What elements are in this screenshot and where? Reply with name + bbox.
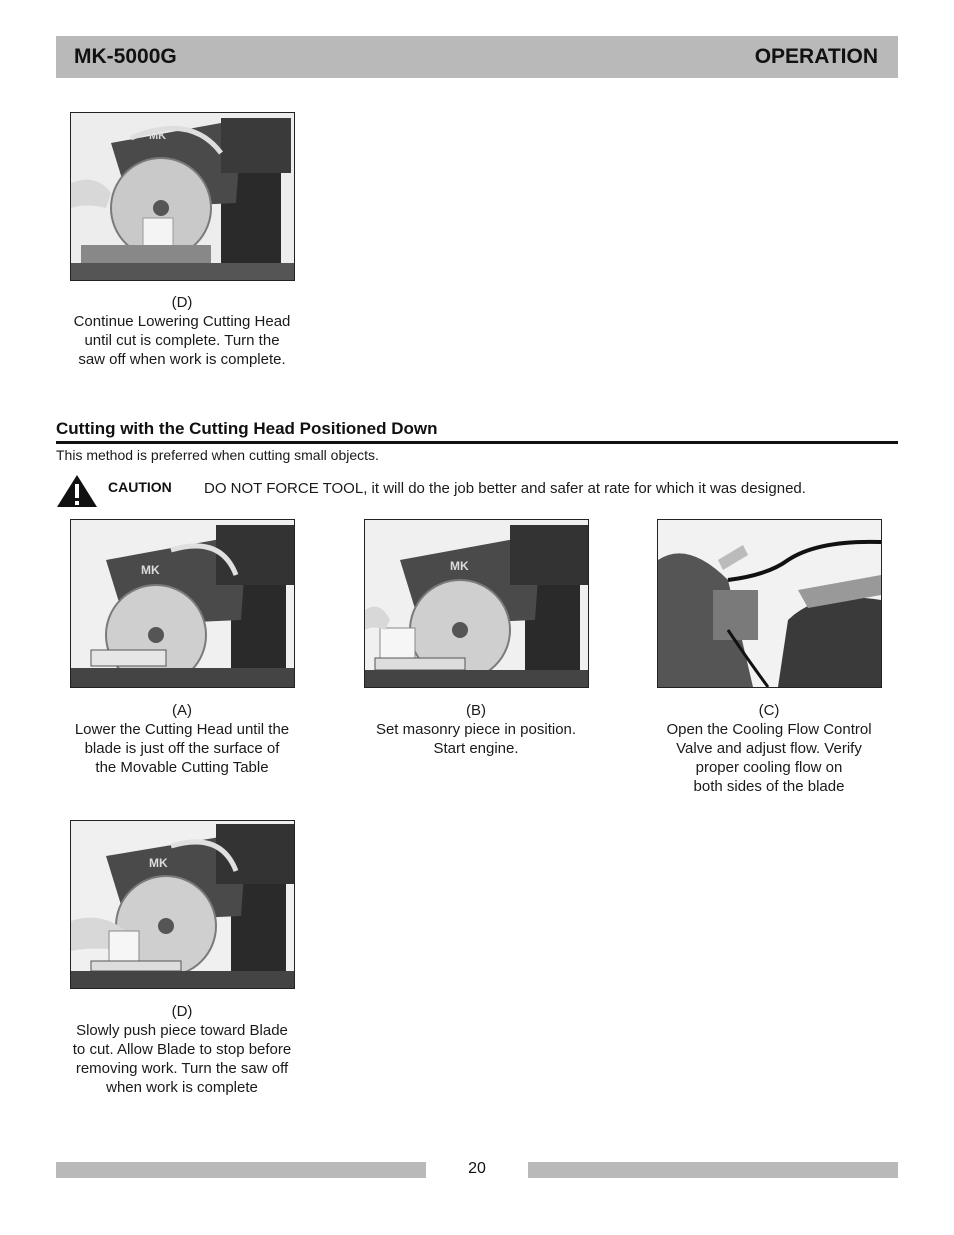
saw-illustration [71, 821, 294, 988]
header-bar [56, 36, 898, 78]
caption-line: (D) [171, 1003, 193, 1020]
caption-line: (A) [172, 702, 192, 719]
caption-line: removing work. Turn the saw off [75, 1060, 289, 1077]
caption-line: to cut. Allow Blade to stop before [72, 1041, 292, 1058]
caption-line: Continue Lowering Cutting Head [73, 313, 291, 330]
section-intro: This method is preferred when cutting small objects. [56, 447, 379, 463]
caption-line: (D) [171, 294, 193, 311]
caption-line: blade is just off the surface of [84, 740, 280, 757]
photo-top-d [70, 112, 295, 281]
section-rule [56, 441, 898, 444]
caption-line: saw off when work is complete. [78, 351, 286, 368]
caption-b [346, 701, 606, 758]
photo-logo: MK [141, 563, 160, 577]
caption-line: Set masonry piece in position. [375, 721, 577, 738]
section-title: OPERATION [754, 45, 878, 68]
saw-illustration [365, 520, 588, 687]
warning-triangle-icon [56, 474, 98, 508]
photo-logo: MK [149, 856, 168, 870]
caption-d [52, 1002, 312, 1097]
photo-logo: MK [450, 559, 469, 573]
caution-text: DO NOT FORCE TOOL, it will do the job better and safer at rate for which it was designed. [204, 480, 806, 497]
valve-illustration [658, 520, 881, 687]
caption-line: until cut is complete. Turn the [84, 332, 280, 349]
caption-line: Lower the Cutting Head until the [74, 721, 290, 738]
caption-line: Open the Cooling Flow Control [666, 721, 872, 738]
photo-a [70, 519, 295, 688]
page-number: 20 [468, 1160, 486, 1177]
caption-line: the Movable Cutting Table [95, 759, 269, 776]
caption-line: proper cooling flow on [695, 759, 843, 776]
caption-a [52, 701, 312, 777]
footer-bar-right [528, 1162, 898, 1178]
photo-d [70, 820, 295, 989]
caption-line: both sides of the blade [693, 778, 845, 795]
caption-line: Valve and adjust flow. Verify [676, 740, 862, 757]
caption-line: when work is complete [106, 1079, 258, 1096]
caption-top-d [52, 293, 312, 369]
saw-illustration [71, 113, 294, 280]
section-heading: Cutting with the Cutting Head Positioned Down [56, 419, 438, 438]
caption-line: Slowly push piece toward Blade [76, 1022, 288, 1039]
saw-illustration [71, 520, 294, 687]
photo-b [364, 519, 589, 688]
photo-c [657, 519, 882, 688]
caution-label: CAUTION [108, 479, 172, 495]
photo-logo: MK [149, 130, 167, 142]
model-title: MK-5000G [74, 45, 177, 68]
caption-line: (C) [758, 702, 780, 719]
footer-bar-left [56, 1162, 426, 1178]
caption-line: Start engine. [433, 740, 519, 757]
caption-c [639, 701, 899, 796]
caption-line: (B) [466, 702, 486, 719]
